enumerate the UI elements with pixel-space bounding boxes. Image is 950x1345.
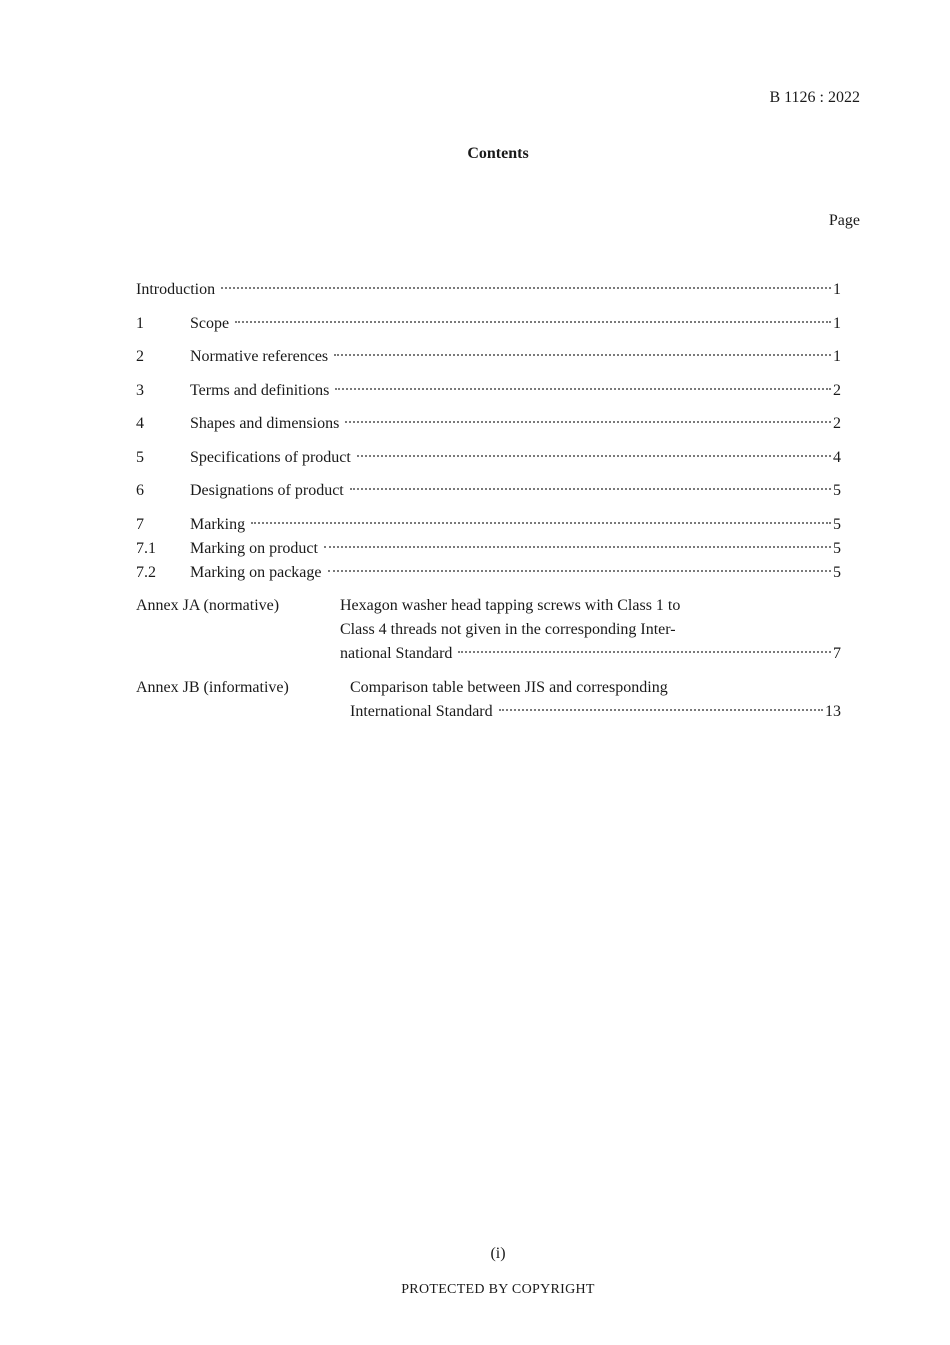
dot-leader xyxy=(458,650,831,653)
document-id: B 1126 : 2022 xyxy=(769,89,860,106)
toc-entry-page: 4 xyxy=(833,448,841,466)
annex-tag: Annex JA (normative) xyxy=(136,597,280,614)
toc-entry-label: Marking xyxy=(190,515,246,533)
footer-page-number: (i) xyxy=(490,1245,506,1262)
toc-entry-introduction[interactable] xyxy=(136,278,841,302)
toc-entry-number: 4 xyxy=(136,415,144,432)
toc-entry-number: 6 xyxy=(136,482,144,499)
toc-entry-label: Marking on product xyxy=(190,539,318,557)
annex-title-line: Class 4 threads not given in the corresponding Inter- xyxy=(340,621,676,638)
toc-entry-specifications-of-product[interactable] xyxy=(136,446,841,470)
toc-entry-page: 1 xyxy=(833,281,841,298)
dot-leader xyxy=(235,320,831,323)
toc-entry-label: Scope xyxy=(190,314,230,332)
toc-entry-number: 3 xyxy=(136,381,144,399)
annex-title-line: national Standard xyxy=(340,645,453,662)
toc-entry-page: 5 xyxy=(833,515,841,533)
annex-title xyxy=(340,594,841,666)
toc-entry-label: Specifications of product xyxy=(190,448,351,466)
toc-annex-ja[interactable] xyxy=(136,594,841,666)
annex-title xyxy=(350,676,841,724)
toc-entry-number: 1 xyxy=(136,314,144,332)
toc-entry-number: 2 xyxy=(136,348,144,365)
toc-entry-designations-of-product[interactable] xyxy=(136,479,841,503)
toc-entry-label: Shapes and dimensions xyxy=(190,415,340,432)
table-of-contents xyxy=(136,278,841,724)
dot-leader xyxy=(221,286,831,289)
dot-leader xyxy=(350,487,831,490)
annex-page: 13 xyxy=(825,702,841,720)
annex-title-line: International Standard xyxy=(350,702,493,720)
annex-title-line: Hexagon washer head tapping screws with Class 1 to xyxy=(340,597,681,614)
toc-entry-page: 2 xyxy=(833,381,841,399)
toc-entry-page: 2 xyxy=(833,415,841,432)
dot-leader xyxy=(328,569,831,572)
copyright-notice: PROTECTED BY COPYRIGHT xyxy=(401,1282,595,1297)
toc-entry-marking-on-product[interactable] xyxy=(136,537,841,561)
toc-entry-page: 5 xyxy=(833,482,841,499)
toc-annex-jb[interactable] xyxy=(136,676,841,724)
contents-title: Contents xyxy=(467,145,529,162)
page-column-header: Page xyxy=(828,212,860,229)
annex-page: 7 xyxy=(833,645,841,662)
dot-leader xyxy=(345,420,831,423)
dot-leader xyxy=(357,454,831,457)
toc-entry-number: 7.2 xyxy=(136,563,156,581)
dot-leader xyxy=(334,353,831,356)
toc-entry-page: 5 xyxy=(833,563,841,581)
toc-entry-shapes-and-dimensions[interactable] xyxy=(136,412,841,436)
toc-entry-scope[interactable] xyxy=(136,312,841,336)
toc-entry-marking[interactable] xyxy=(136,513,841,537)
toc-entry-label: Terms and definitions xyxy=(190,381,330,399)
toc-entry-terms-and-definitions[interactable] xyxy=(136,379,841,403)
toc-entry-marking-on-package[interactable] xyxy=(136,561,841,585)
toc-entry-label: Marking on package xyxy=(190,563,322,581)
dot-leader xyxy=(499,708,823,711)
toc-entry-number: 7.1 xyxy=(136,539,156,557)
toc-entry-number: 5 xyxy=(136,448,144,466)
dot-leader xyxy=(324,545,831,548)
toc-entry-page: 1 xyxy=(833,314,841,332)
toc-entry-label: Normative references xyxy=(190,348,329,365)
annex-title-line: Comparison table between JIS and corresponding xyxy=(350,678,668,696)
annex-tag: Annex JB (informative) xyxy=(136,678,289,696)
toc-entry-label: Introduction xyxy=(136,281,216,298)
dot-leader xyxy=(335,387,831,390)
toc-entry-page: 1 xyxy=(833,348,841,365)
toc-entry-number: 7 xyxy=(136,515,144,533)
toc-entry-page: 5 xyxy=(833,539,841,557)
toc-entry-normative-references[interactable] xyxy=(136,345,841,369)
dot-leader xyxy=(251,521,831,524)
toc-entry-label: Designations of product xyxy=(190,482,344,499)
